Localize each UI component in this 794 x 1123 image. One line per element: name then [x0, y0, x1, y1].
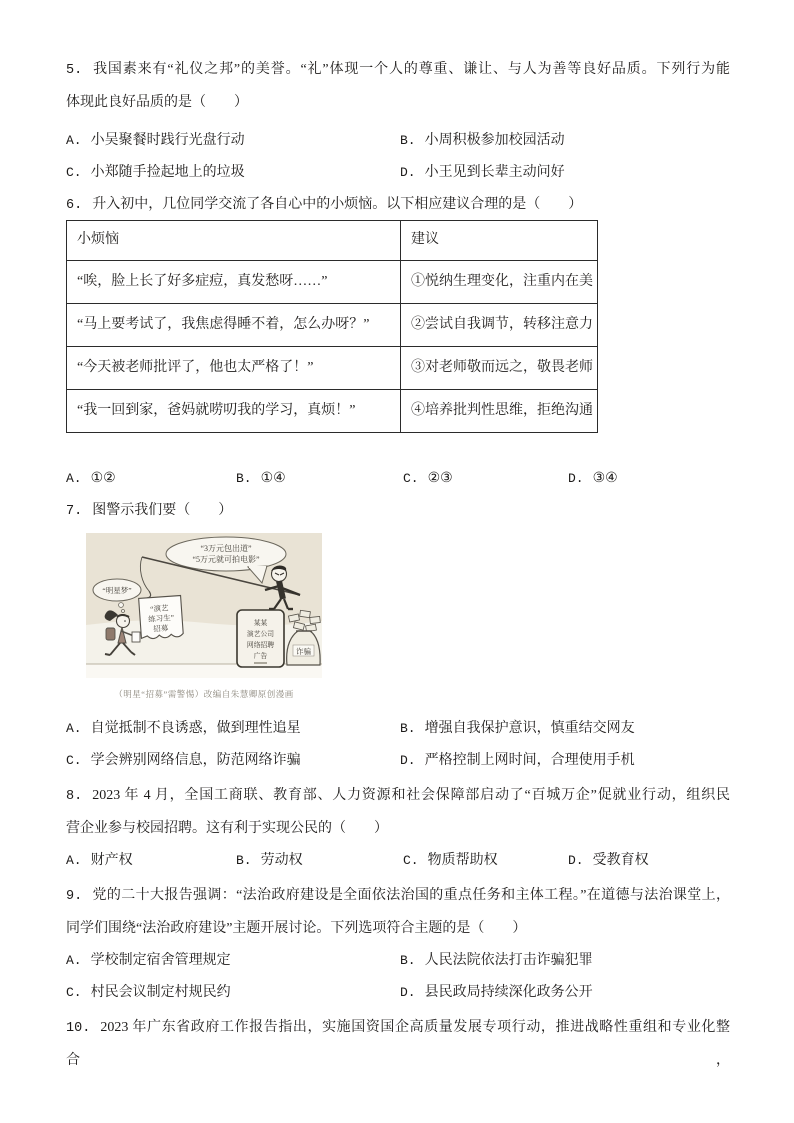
question-9-stem-line-1	[66, 880, 730, 913]
option-9B: B. 人民法院依法打击诈骗犯罪	[400, 953, 593, 968]
svg-text:某某: 某某	[253, 620, 268, 627]
table-cell-worry-4: “我一回到家，爸妈就唠叨我的学习，真烦！”	[67, 390, 401, 433]
question-6-options-row	[66, 463, 730, 495]
table-row	[67, 347, 598, 390]
svg-text:练习生”: 练习生”	[147, 613, 175, 624]
svg-text:招募: 招募	[153, 623, 169, 634]
question-7-options-row-2	[66, 745, 730, 777]
table-cell-advice-1: ①悦纳生理变化，注重内在美	[401, 261, 598, 304]
table-header-worry: 小烦恼	[67, 221, 401, 261]
question-5-number: 5.	[66, 63, 83, 78]
table-cell-advice-2: ②尝试自我调节，转移注意力	[401, 304, 598, 347]
option-8C: C. 物质帮助权	[403, 853, 498, 868]
option-5D: D. 小王见到长辈主动问好	[400, 165, 565, 180]
question-10-stem-line-1	[66, 1012, 730, 1077]
cartoon-image	[86, 533, 322, 678]
option-8A: A. 财产权	[66, 853, 133, 868]
option-7C: C. 学会辨别网络信息，防范网络诈骗	[66, 753, 301, 768]
svg-text:“明星梦”: “明星梦”	[102, 586, 132, 595]
question-9-stem-text: 党的二十大报告强调：“法治政府建设是全面依法治国的重点任务和主体工程。”在道德与法治课堂上，	[92, 888, 730, 903]
question-10	[66, 1012, 730, 1077]
worries-advice-table	[66, 220, 598, 433]
option-5A: A. 小吴聚餐时践行光盘行动	[66, 133, 245, 148]
option-5B: B. 小周积极参加校园活动	[400, 133, 565, 148]
question-7	[66, 495, 730, 777]
phone-ad	[237, 610, 284, 667]
svg-text:“5万元就可拍电影”: “5万元就可拍电影”	[192, 555, 260, 564]
option-6C: C. ②③	[403, 471, 453, 486]
option-7D: D. 严格控制上网时间，合理使用手机	[400, 753, 635, 768]
table-cell-advice-4: ④培养批判性思维，拒绝沟通	[401, 390, 598, 433]
option-9D: D. 县民政局持续深化政务公开	[400, 985, 593, 1000]
option-7A: A. 自觉抵制不良诱惑，做到理性追星	[66, 721, 301, 736]
question-10-stem-text: 2023 年广东省政府工作报告指出，实施国资国企高质量发展专项行动，推进战略性重组和专业化整合，	[66, 1020, 730, 1068]
svg-text:演艺公司: 演艺公司	[246, 631, 275, 638]
question-5	[66, 54, 730, 189]
question-6-stem-line-1	[66, 189, 730, 222]
svg-text:诈骗: 诈骗	[296, 647, 311, 656]
question-7-stem-text: 图警示我们要（ ）	[92, 503, 233, 518]
option-7B: B. 增强自我保护意识，慎重结交网友	[400, 721, 635, 736]
question-9-number: 9.	[66, 889, 83, 904]
question-6-number: 6.	[66, 198, 83, 213]
question-6-stem-text: 升入初中，几位同学交流了各自心中的小烦恼。以下相应建议合理的是（ ）	[92, 197, 583, 212]
option-8D: D. 受教育权	[568, 853, 649, 868]
option-6D: D. ③④	[568, 471, 618, 486]
svg-text:网络招聘: 网络招聘	[246, 642, 275, 649]
question-5-options-row-1	[66, 125, 730, 157]
question-5-stem-text: 我国素来有“礼仪之邦”的美誉。“礼”体现一个人的尊重、谦让、与人为善等良好品质。下列行为能	[92, 62, 730, 77]
table-header-advice: 建议	[401, 221, 598, 261]
svg-text:“演艺: “演艺	[149, 603, 169, 614]
question-5-stem-line-2: 体现此良好品质的是（ ）	[66, 95, 248, 110]
question-7-number: 7.	[66, 504, 83, 519]
table-row	[67, 304, 598, 347]
option-9A: A. 学校制定宿舍管理规定	[66, 953, 231, 968]
question-9-options-row-2	[66, 977, 730, 1009]
question-9-stem-line-2: 同学们围绕“法治政府建设”主题开展讨论。下列选项符合主题的是（ ）	[66, 921, 527, 936]
anti-fraud-cartoon	[86, 533, 322, 701]
question-8-options-row	[66, 845, 730, 877]
question-10-number: 10.	[66, 1021, 91, 1036]
question-9	[66, 880, 730, 1009]
cartoon-caption: （明星“招募”需警惕）改编自朱慧卿原创漫画	[114, 689, 294, 699]
recruitment-flyer	[139, 596, 184, 640]
svg-text:广告: 广告	[253, 653, 268, 660]
option-6A: A. ①②	[66, 471, 116, 486]
table-cell-advice-3: ③对老师敬而远之，敬畏老师	[401, 347, 598, 390]
backpack	[106, 628, 115, 640]
question-7-options-row-1	[66, 713, 730, 745]
question-7-stem-line-1	[66, 495, 730, 528]
svg-text:“3万元包出道”: “3万元包出道”	[200, 544, 252, 553]
table-header-row	[67, 221, 598, 261]
option-5C: C. 小郑随手捡起地上的垃圾	[66, 165, 245, 180]
question-8-stem-line-1	[66, 780, 730, 813]
question-5-options-row-2	[66, 157, 730, 189]
question-8-stem-line-2: 营企业参与校园招聘。这有利于实现公民的（ ）	[66, 821, 388, 836]
question-5-stem-line-1	[66, 54, 730, 87]
question-8-number: 8.	[66, 789, 83, 804]
table-cell-worry-3: “今天被老师批评了，他也太严格了！”	[67, 347, 401, 390]
table-cell-worry-1: “唉，脸上长了好多症痘，真发愁呀……”	[67, 261, 401, 304]
question-8	[66, 780, 730, 877]
option-6B: B. ①④	[236, 471, 286, 486]
table-row	[67, 390, 598, 433]
table-row	[67, 261, 598, 304]
option-8B: B. 劳动权	[236, 853, 303, 868]
question-6	[66, 189, 730, 495]
question-8-stem-text: 2023 年 4 月，全国工商联、教育部、人力资源和社会保障部启动了“百城万企”促就业行动，组织民	[92, 788, 730, 803]
option-9C: C. 村民会议制定村规民约	[66, 985, 231, 1000]
table-cell-worry-2: “马上要考试了，我焦虑得睡不着，怎么办呀？”	[67, 304, 401, 347]
question-9-options-row-1	[66, 945, 730, 977]
